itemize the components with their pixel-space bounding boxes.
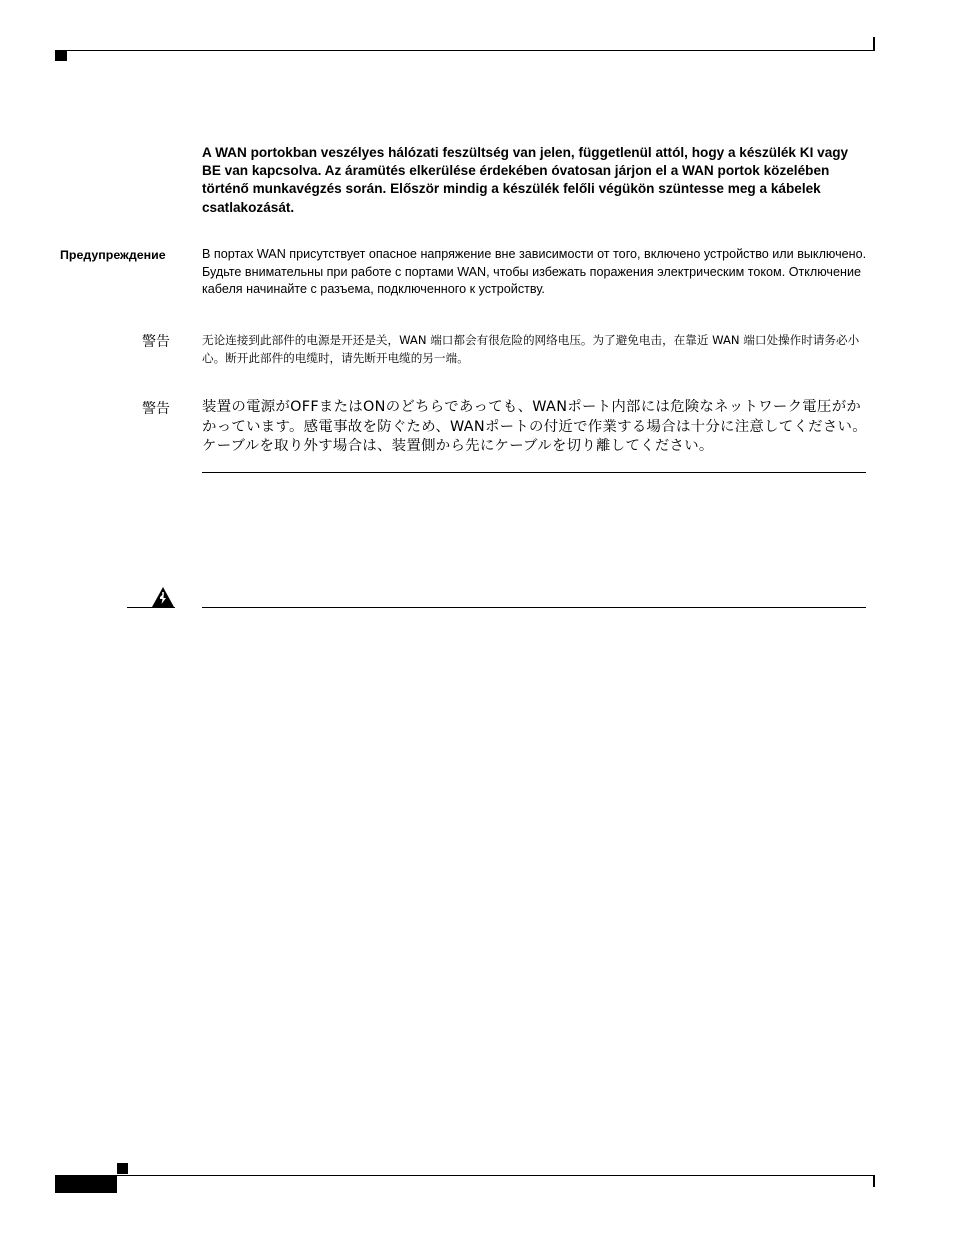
header-rule	[55, 50, 875, 51]
warning-rule	[202, 607, 866, 608]
japanese-warning-text: 装置の電源がOFFまたはONのどちらであっても、WANポート内部には危険なネットワーク電圧がかかっています。感電事故を防ぐため、WANポートの付近で作業する場合は十分に注意してください。ケーブルを取り外す場合は、装置側から先にケーブルを切り離してください。	[202, 399, 867, 454]
warning-icon-rule	[127, 607, 175, 608]
warning-block-end-rule	[202, 472, 866, 473]
warning-triangle-icon	[151, 586, 175, 608]
header-tick	[873, 37, 875, 50]
hungarian-warning-text: A WAN portokban veszélyes hálózati feszültség van jelen, függetlenül attól, hogy a készülék KI vagy BE van kapcsolva. Az áramütés elkerülése érdekében óvatosan járjon el a WAN portok közelében történő munkavégzés során. Először mindig a készülék felőli végükön szüntesse meg a kábelek csatlakozását.	[202, 145, 849, 215]
chinese-warning-label: 警告	[142, 334, 170, 350]
russian-warning-label: Предупреждение	[60, 248, 166, 262]
footer-rule	[117, 1175, 875, 1176]
footer-tick	[873, 1175, 875, 1187]
japanese-warning-label: 警告	[142, 401, 170, 417]
footer-block	[55, 1175, 117, 1193]
footer-marker	[117, 1163, 128, 1174]
russian-warning-text: В портах WAN присутствует опасное напряжение вне зависимости от того, включено устройство или выключено. Будьте внимательны при работе с портами WAN, чтобы избежать поражения электрическим током. Отключение кабеля начинайте с разъема, подключенного к устройству.	[202, 247, 867, 296]
chinese-warning-text: 无论连接到此部件的电源是开还是关，WAN 端口都会有很危险的网络电压。为了避免电击，在靠近 WAN 端口处操作时请务必小心。断开此部件的电缆时，请先断开电缆的另一端。	[202, 333, 860, 365]
header-marker	[55, 51, 67, 61]
